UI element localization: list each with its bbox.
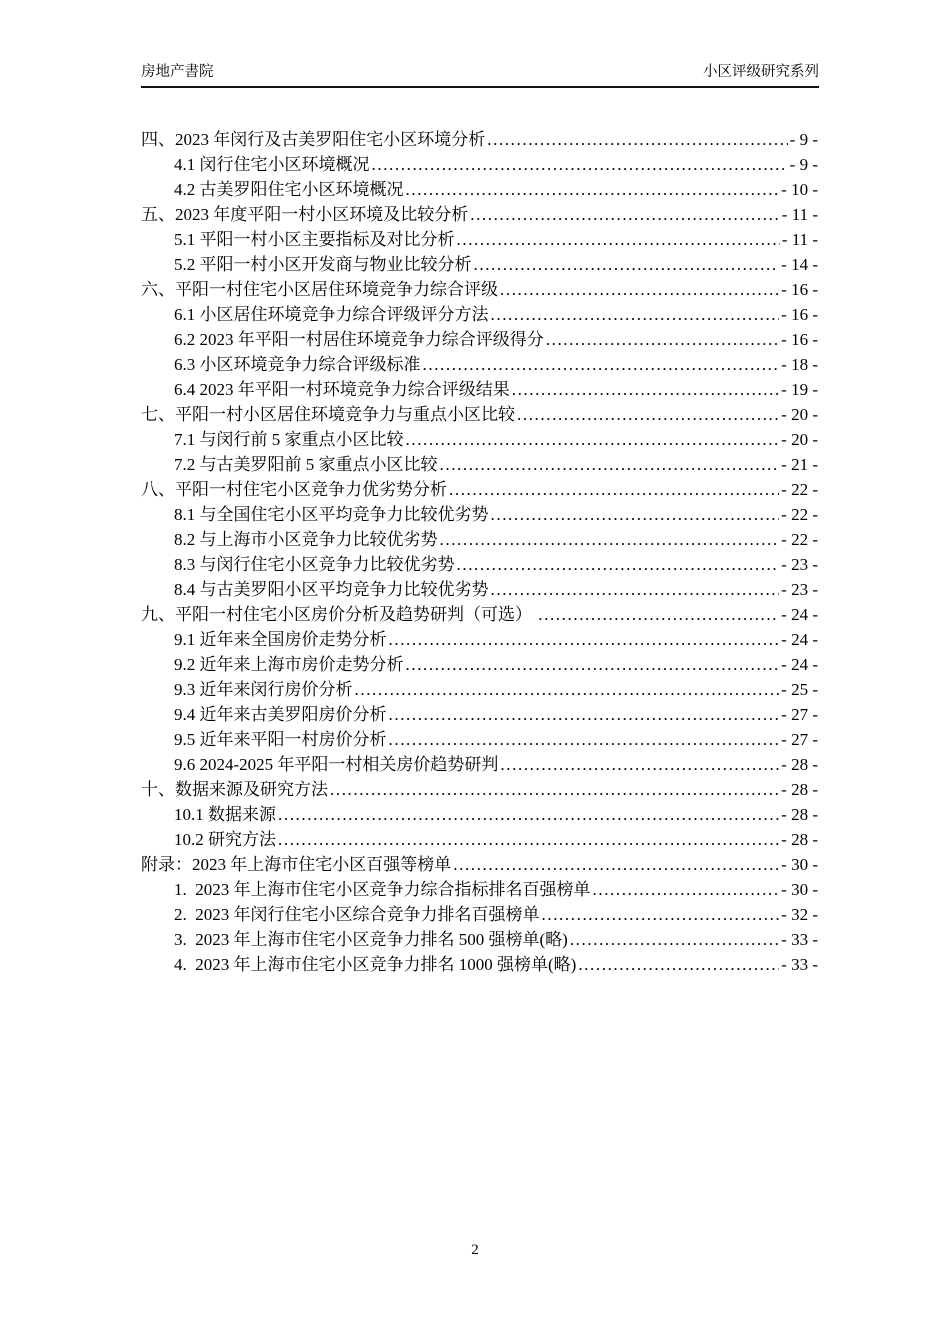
- toc-entry-label: 七、平阳一村小区居住环境竞争力与重点小区比较: [141, 405, 515, 424]
- toc-dot-leader: [389, 702, 780, 727]
- toc-dot-leader: [423, 352, 780, 377]
- toc-dot-leader: [578, 952, 779, 977]
- table-of-contents: [141, 127, 818, 977]
- toc-entry-page: - 30 -: [781, 880, 818, 899]
- toc-entry-label: 6.4 2023 年平阳一村环境竞争力综合评级结果: [174, 380, 510, 399]
- toc-dot-leader: [491, 577, 780, 602]
- toc-entry-page: - 24 -: [781, 630, 818, 649]
- toc-entry-label: 八、平阳一村住宅小区竞争力优劣势分析: [141, 480, 447, 499]
- toc-dot-leader: [440, 527, 780, 552]
- toc-entry[interactable]: [141, 377, 818, 402]
- toc-entry-label: 5.2 平阳一村小区开发商与物业比较分析: [174, 255, 472, 274]
- toc-entry[interactable]: [141, 302, 818, 327]
- page-number: 2: [471, 1242, 479, 1258]
- toc-entry[interactable]: [141, 702, 818, 727]
- toc-entry[interactable]: [141, 552, 818, 577]
- toc-entry[interactable]: [141, 502, 818, 527]
- toc-dot-leader: [546, 327, 779, 352]
- toc-dot-leader: [474, 252, 780, 277]
- toc-entry-page: - 30 -: [781, 855, 818, 874]
- toc-entry-label: 7.1 与闵行前 5 家重点小区比较: [174, 430, 404, 449]
- toc-entry[interactable]: [141, 902, 818, 927]
- toc-entry-label: 10.1 数据来源: [174, 805, 276, 824]
- page-header: [141, 63, 819, 88]
- toc-entry-page: - 28 -: [781, 830, 818, 849]
- toc-entry-label: 九、平阳一村住宅小区房价分析及趋势研判（可选）: [141, 605, 537, 624]
- toc-entry-label: 9.3 近年来闵行房价分析: [174, 680, 353, 699]
- toc-entry[interactable]: [141, 852, 818, 877]
- toc-entry[interactable]: [141, 752, 818, 777]
- toc-entry-label: 4.1 闵行住宅小区环境概况: [174, 155, 370, 174]
- toc-dot-leader: [457, 227, 780, 252]
- toc-entry-label: 8.4 与古美罗阳小区平均竞争力比较优劣势: [174, 580, 489, 599]
- toc-entry[interactable]: [141, 477, 818, 502]
- toc-dot-leader: [406, 652, 780, 677]
- toc-entry-page: - 25 -: [781, 680, 818, 699]
- toc-entry-page: - 20 -: [781, 430, 818, 449]
- toc-entry-page: - 28 -: [781, 755, 818, 774]
- toc-entry-page: - 10 -: [781, 180, 818, 199]
- toc-entry-page: - 21 -: [781, 455, 818, 474]
- toc-entry-page: - 23 -: [781, 580, 818, 599]
- toc-entry-label: 6.2 2023 年平阳一村居住环境竞争力综合评级得分: [174, 330, 544, 349]
- toc-entry-page: - 32 -: [781, 905, 818, 924]
- toc-entry-label: 9.1 近年来全国房价走势分析: [174, 630, 387, 649]
- toc-entry[interactable]: [141, 602, 818, 627]
- toc-entry-label: 8.2 与上海市小区竞争力比较优劣势: [174, 530, 438, 549]
- toc-entry[interactable]: [141, 327, 818, 352]
- toc-dot-leader: [538, 602, 779, 627]
- toc-entry-label: 附录：2023 年上海市住宅小区百强等榜单: [141, 855, 452, 874]
- toc-entry-label: 2. 2023 年闵行住宅小区综合竞争力排名百强榜单: [174, 905, 540, 924]
- toc-dot-leader: [406, 177, 780, 202]
- toc-dot-leader: [453, 852, 779, 877]
- toc-entry-page: - 27 -: [781, 705, 818, 724]
- toc-entry-label: 9.2 近年来上海市房价走势分析: [174, 655, 404, 674]
- toc-entry[interactable]: [141, 452, 818, 477]
- toc-entry-label: 8.3 与闵行住宅小区竞争力比较优劣势: [174, 555, 455, 574]
- header-left-text: 房地产書院: [141, 64, 214, 80]
- toc-entry-page: - 19 -: [781, 380, 818, 399]
- toc-entry-page: - 28 -: [781, 805, 818, 824]
- toc-dot-leader: [487, 127, 787, 152]
- toc-entry-label: 四、2023 年闵行及古美罗阳住宅小区环境分析: [141, 130, 486, 149]
- toc-entry-page: - 9 -: [789, 130, 818, 149]
- toc-dot-leader: [593, 877, 780, 902]
- toc-entry[interactable]: [141, 827, 818, 852]
- toc-entry-page: - 22 -: [781, 505, 818, 524]
- toc-entry-label: 十、数据来源及研究方法: [141, 780, 328, 799]
- toc-entry-label: 4.2 古美罗阳住宅小区环境概况: [174, 180, 404, 199]
- toc-entry[interactable]: [141, 252, 818, 277]
- toc-dot-leader: [355, 677, 780, 702]
- toc-entry[interactable]: [141, 677, 818, 702]
- toc-entry-label: 1. 2023 年上海市住宅小区竞争力综合指标排名百强榜单: [174, 880, 591, 899]
- toc-entry-page: - 16 -: [781, 330, 818, 349]
- toc-entry-page: - 18 -: [781, 355, 818, 374]
- toc-entry[interactable]: [141, 402, 818, 427]
- toc-entry-page: - 24 -: [781, 655, 818, 674]
- toc-entry-page: - 33 -: [781, 930, 818, 949]
- toc-entry-page: - 9 -: [789, 155, 818, 174]
- toc-dot-leader: [449, 477, 779, 502]
- toc-dot-leader: [500, 752, 779, 777]
- toc-entry-label: 五、2023 年度平阳一村小区环境及比较分析: [141, 205, 469, 224]
- toc-entry[interactable]: [141, 177, 818, 202]
- toc-entry-page: - 28 -: [781, 780, 818, 799]
- toc-dot-leader: [389, 627, 780, 652]
- header-right-text: 小区评级研究系列: [703, 64, 819, 80]
- toc-entry-page: - 23 -: [781, 555, 818, 574]
- toc-dot-leader: [372, 152, 788, 177]
- toc-entry[interactable]: [141, 577, 818, 602]
- toc-dot-leader: [512, 377, 779, 402]
- toc-entry[interactable]: [141, 202, 818, 227]
- toc-entry[interactable]: [141, 127, 818, 152]
- toc-entry-page: - 22 -: [781, 480, 818, 499]
- toc-entry-label: 9.4 近年来古美罗阳房价分析: [174, 705, 387, 724]
- toc-entry[interactable]: [141, 152, 818, 177]
- toc-dot-leader: [491, 302, 780, 327]
- toc-entry-page: - 27 -: [781, 730, 818, 749]
- toc-dot-leader: [542, 902, 780, 927]
- toc-entry-page: - 11 -: [781, 205, 818, 224]
- toc-entry[interactable]: [141, 727, 818, 752]
- toc-entry[interactable]: [141, 777, 818, 802]
- toc-entry[interactable]: [141, 952, 818, 977]
- toc-dot-leader: [330, 777, 779, 802]
- toc-entry-page: - 20 -: [781, 405, 818, 424]
- toc-dot-leader: [570, 927, 779, 952]
- toc-dot-leader: [440, 452, 780, 477]
- toc-dot-leader: [278, 827, 779, 852]
- toc-entry-page: - 14 -: [781, 255, 818, 274]
- toc-dot-leader: [278, 802, 779, 827]
- toc-entry[interactable]: [141, 877, 818, 902]
- toc-entry-label: 5.1 平阳一村小区主要指标及对比分析: [174, 230, 455, 249]
- toc-entry-page: - 11 -: [781, 230, 818, 249]
- toc-entry[interactable]: [141, 627, 818, 652]
- toc-dot-leader: [457, 552, 780, 577]
- toc-entry[interactable]: [141, 352, 818, 377]
- toc-entry[interactable]: [141, 802, 818, 827]
- toc-entry-label: 10.2 研究方法: [174, 830, 276, 849]
- toc-entry[interactable]: [141, 427, 818, 452]
- toc-entry-page: - 24 -: [781, 605, 818, 624]
- toc-entry-label: 六、平阳一村住宅小区居住环境竞争力综合评级: [141, 280, 498, 299]
- toc-dot-leader: [389, 727, 780, 752]
- toc-entry[interactable]: [141, 927, 818, 952]
- toc-entry[interactable]: [141, 277, 818, 302]
- toc-entry-page: - 22 -: [781, 530, 818, 549]
- toc-entry-label: 6.1 小区居住环境竞争力综合评级评分方法: [174, 305, 489, 324]
- toc-entry-label: 3. 2023 年上海市住宅小区竞争力排名 500 强榜单(略): [174, 930, 568, 949]
- toc-entry-label: 9.5 近年来平阳一村房价分析: [174, 730, 387, 749]
- toc-entry[interactable]: [141, 227, 818, 252]
- toc-entry[interactable]: [141, 527, 818, 552]
- toc-dot-leader: [491, 502, 780, 527]
- toc-dot-leader: [500, 277, 779, 302]
- toc-entry-label: 7.2 与古美罗阳前 5 家重点小区比较: [174, 455, 438, 474]
- toc-entry-label: 4. 2023 年上海市住宅小区竞争力排名 1000 强榜单(略): [174, 955, 577, 974]
- toc-entry-page: - 33 -: [781, 955, 818, 974]
- toc-dot-leader: [517, 402, 779, 427]
- toc-dot-leader: [470, 202, 780, 227]
- toc-entry-page: - 16 -: [781, 305, 818, 324]
- toc-entry[interactable]: [141, 652, 818, 677]
- toc-entry-label: 9.6 2024-2025 年平阳一村相关房价趋势研判: [174, 755, 499, 774]
- toc-entry-label: 8.1 与全国住宅小区平均竞争力比较优劣势: [174, 505, 489, 524]
- page-footer: [0, 1240, 950, 1260]
- toc-entry-page: - 16 -: [781, 280, 818, 299]
- toc-dot-leader: [406, 427, 780, 452]
- toc-entry-label: 6.3 小区环境竞争力综合评级标准: [174, 355, 421, 374]
